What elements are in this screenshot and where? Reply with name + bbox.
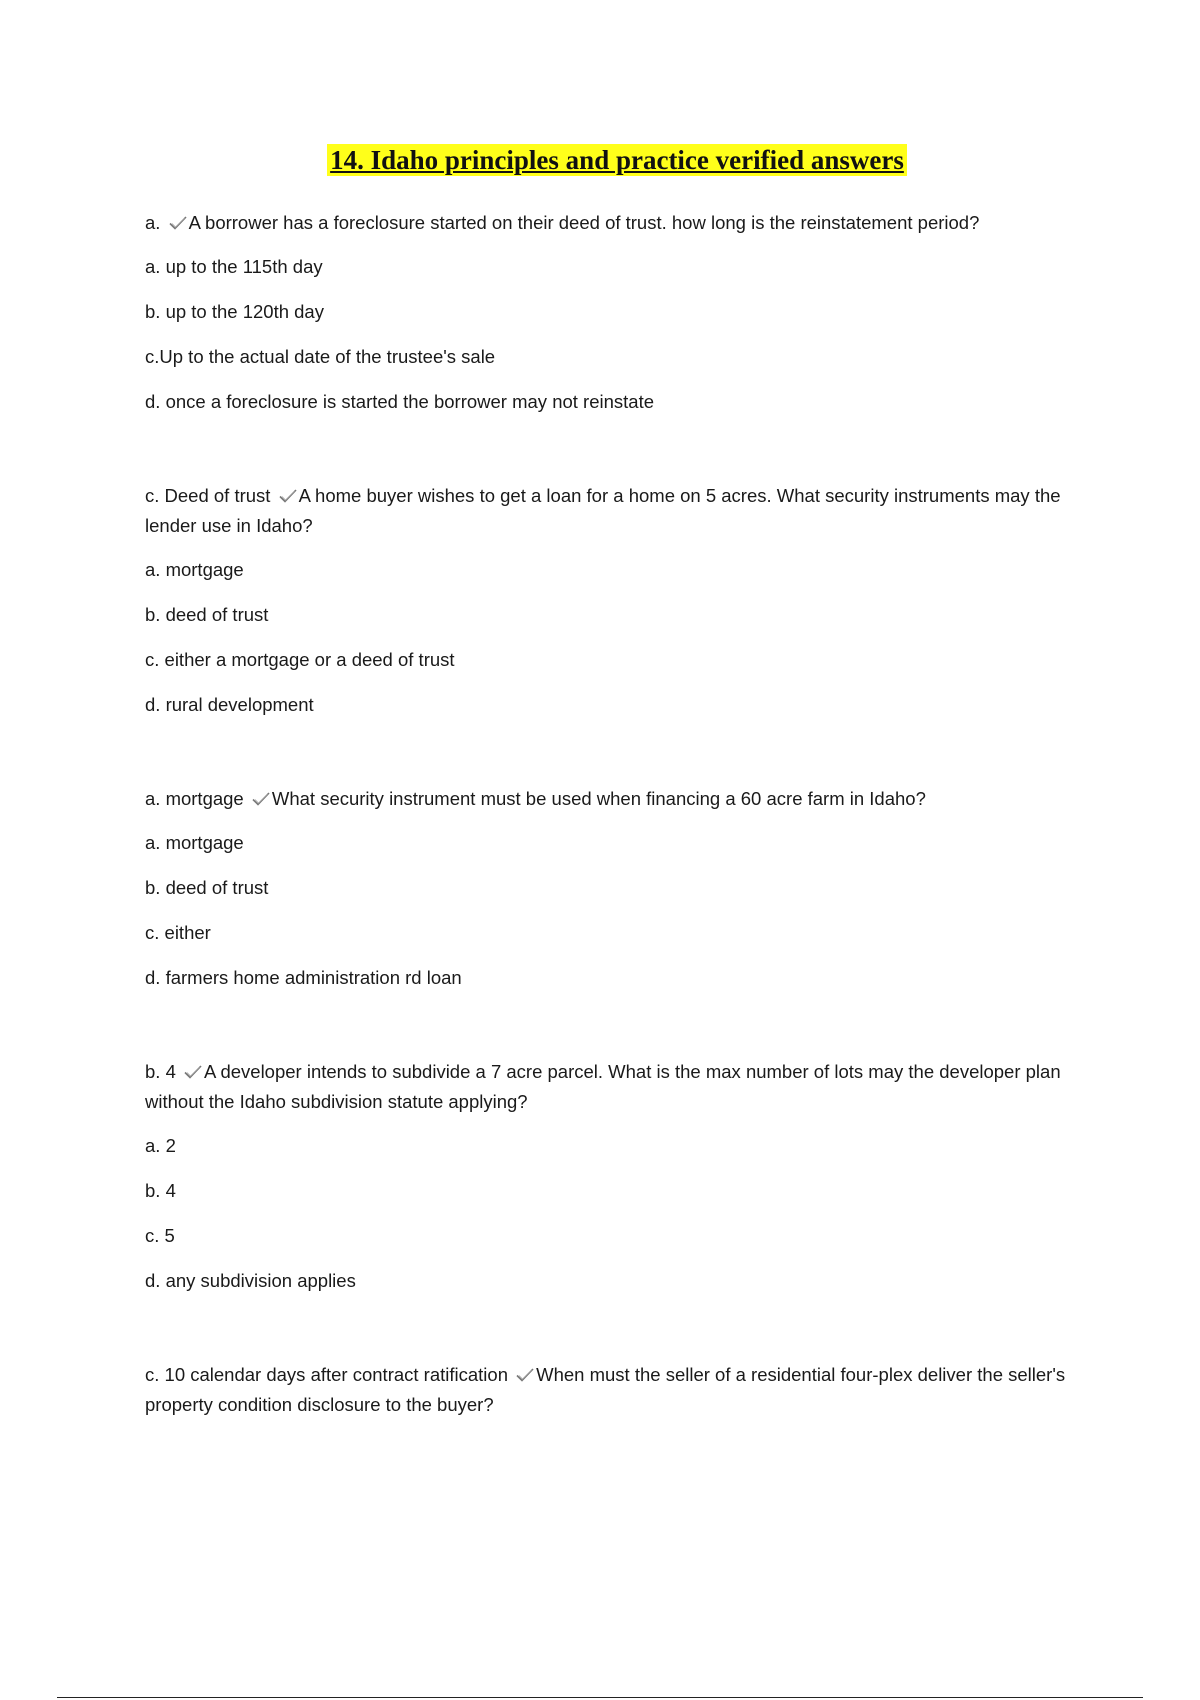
question-5	[145, 1360, 1085, 1420]
question-block-4	[145, 1057, 1085, 1296]
option-2d: d. rural development	[145, 694, 314, 715]
option-2c: c. either a mortgage or a deed of trust	[145, 649, 455, 670]
question-text-4: A developer intends to subdivide a 7 acre parcel. What is the max number of lots may the developer plan without the Idaho subdivision statute applying?	[145, 1061, 1061, 1112]
question-list	[145, 208, 1085, 1434]
answer-5: c. 10 calendar days after contract ratification	[145, 1364, 508, 1385]
footer-divider	[57, 1697, 1143, 1698]
option-3d: d. farmers home administration rd loan	[145, 967, 462, 988]
option-1a: a. up to the 115th day	[145, 256, 323, 277]
question-text-3: What security instrument must be used when financing a 60 acre farm in Idaho?	[271, 788, 926, 809]
option-4d: d. any subdivision applies	[145, 1270, 356, 1291]
question-1	[145, 208, 1085, 238]
question-2	[145, 481, 1085, 541]
option-3c: c. either	[145, 922, 211, 943]
question-text-5: When must the seller of a residential four-plex deliver the seller's property condition disclosure to the buyer?	[145, 1364, 1066, 1415]
check-icon	[251, 791, 271, 807]
check-icon	[183, 1064, 203, 1080]
option-4b: b. 4	[145, 1180, 176, 1201]
option-1c: c.Up to the actual date of the trustee's sale	[145, 346, 496, 367]
option-1d: d. once a foreclosure is started the borrower may not reinstate	[145, 391, 655, 412]
check-icon	[278, 488, 298, 504]
option-1b: b. up to the 120th day	[145, 301, 324, 322]
question-block-1	[145, 208, 1085, 417]
option-3b: b. deed of trust	[145, 877, 269, 898]
question-text-2: A home buyer wishes to get a loan for a home on 5 acres. What security instruments may the lender use in Idaho?	[145, 485, 1061, 536]
answer-2: c. Deed of trust	[145, 485, 271, 506]
question-block-2	[145, 481, 1085, 720]
question-3	[145, 784, 1085, 814]
option-2a: a. mortgage	[145, 559, 244, 580]
question-4	[145, 1057, 1085, 1117]
title-wrap	[0, 144, 1200, 176]
answer-1: a.	[145, 212, 161, 233]
answer-3: a. mortgage	[145, 788, 244, 809]
option-4a: a. 2	[145, 1135, 176, 1156]
check-icon	[168, 215, 188, 231]
question-block-3	[145, 784, 1085, 993]
question-block-5	[145, 1360, 1085, 1420]
check-icon	[515, 1367, 535, 1383]
answer-4: b. 4	[145, 1061, 176, 1082]
question-text-1: A borrower has a foreclosure started on their deed of trust. how long is the reinstatement period?	[188, 212, 980, 233]
option-3a: a. mortgage	[145, 832, 244, 853]
option-4c: c. 5	[145, 1225, 175, 1246]
page-title: 14. Idaho principles and practice verified answers	[327, 144, 907, 176]
option-2b: b. deed of trust	[145, 604, 269, 625]
